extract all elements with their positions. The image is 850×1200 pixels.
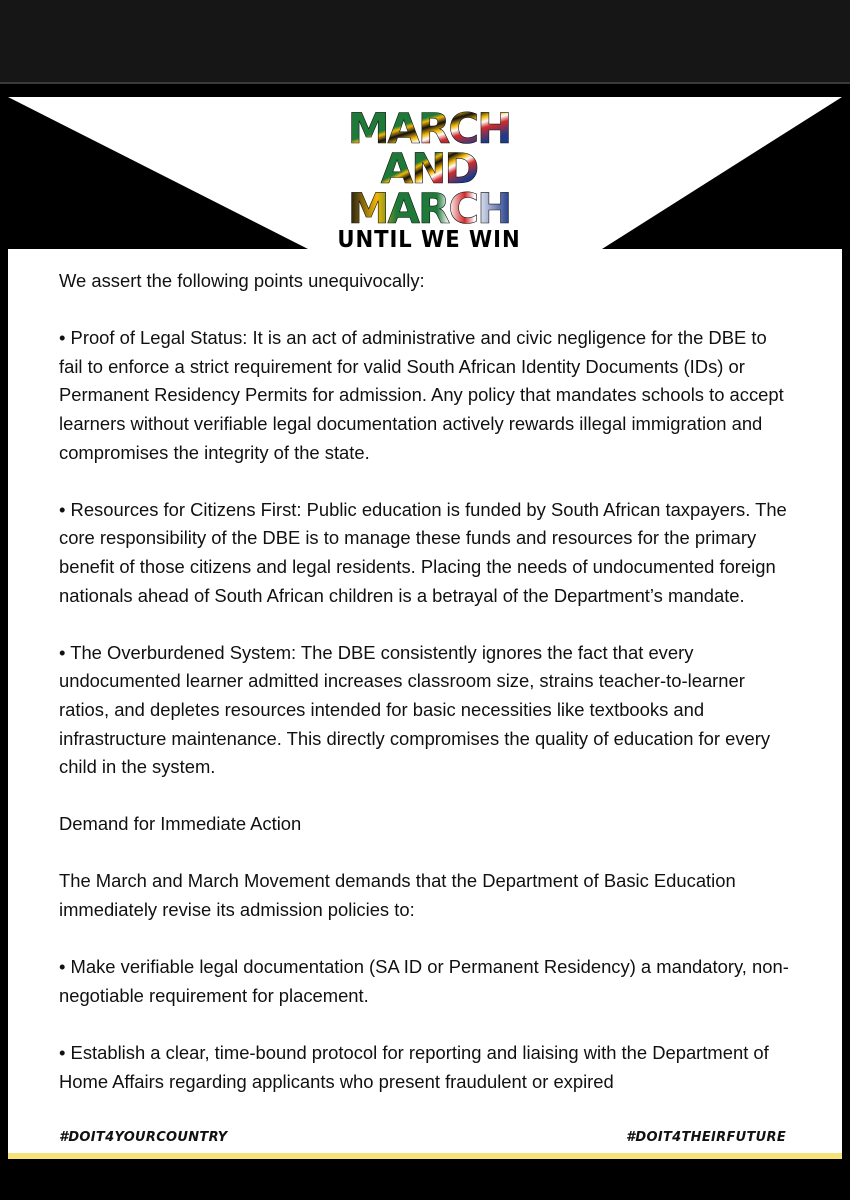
right-black-corner	[602, 97, 842, 249]
logo-tagline: UNTIL WE WIN	[337, 227, 521, 253]
demand-point-documentation: • Make verifiable legal documentation (SA ID or Permanent Residency) a mandatory, non-negotiable requirement for placement.	[59, 956, 789, 1006]
intro-paragraph: We assert the following points unequivocally:	[59, 270, 425, 291]
point-legal-status: • Proof of Legal Status: It is an act of administrative and civic negligence for the DBE to fail to enforce a strict requirement for valid South African Identity Documents (IDs) or Permanent Residency Permits for admission. Any policy that mandates schools to accept learners without verifiable legal documentation actively rewards illegal immigration and compromises the integrity of the state.	[59, 327, 784, 463]
logo-line-2: AND	[380, 144, 478, 193]
logo-line-3: MARCH	[347, 184, 511, 225]
logo-line-1: MARCH	[347, 105, 511, 153]
section-heading-demand: Demand for Immediate Action	[59, 813, 302, 835]
top-dark-band	[0, 0, 850, 82]
document-page	[8, 97, 842, 1159]
left-black-corner	[8, 97, 308, 249]
demand-point-protocol: • Establish a clear, time-bound protocol for reporting and liaising with the Department of Home Affairs regarding applicants who present fraudulent or expired	[59, 1042, 769, 1092]
footer-hashtag-left: #DOIT4YOURCOUNTRY	[59, 1130, 228, 1145]
demand-intro-paragraph: The March and March Movement demands that the Department of Basic Education immediately revise its admission policies to:	[59, 870, 736, 921]
point-resources-citizens: • Resources for Citizens First: Public education is funded by South African taxpayers. The core responsibility of the DBE is to manage these funds and resources for the primary benefit of those citizens and legal residents. Placing the needs of undocumented foreign nationals ahead of South African children is a betrayal of the Department’s mandate.	[59, 498, 787, 606]
footer-yellow-bar	[8, 1153, 842, 1159]
statement-body	[59, 267, 794, 1125]
march-and-march-logo	[324, 105, 534, 253]
separator-line	[0, 82, 850, 84]
footer-hashtag-right: #DOIT4THEIRFUTURE	[626, 1130, 786, 1145]
point-overburdened-system: • The Overburdened System: The DBE consistently ignores the fact that every undocumented learner admitted increases classroom size, strains teacher-to-learner ratios, and depletes resources intended for basic necessities like textbooks and infrastructure maintenance. This directly compromises the quality of education for every child in the system.	[59, 641, 771, 778]
logo-wordmark	[324, 105, 534, 225]
